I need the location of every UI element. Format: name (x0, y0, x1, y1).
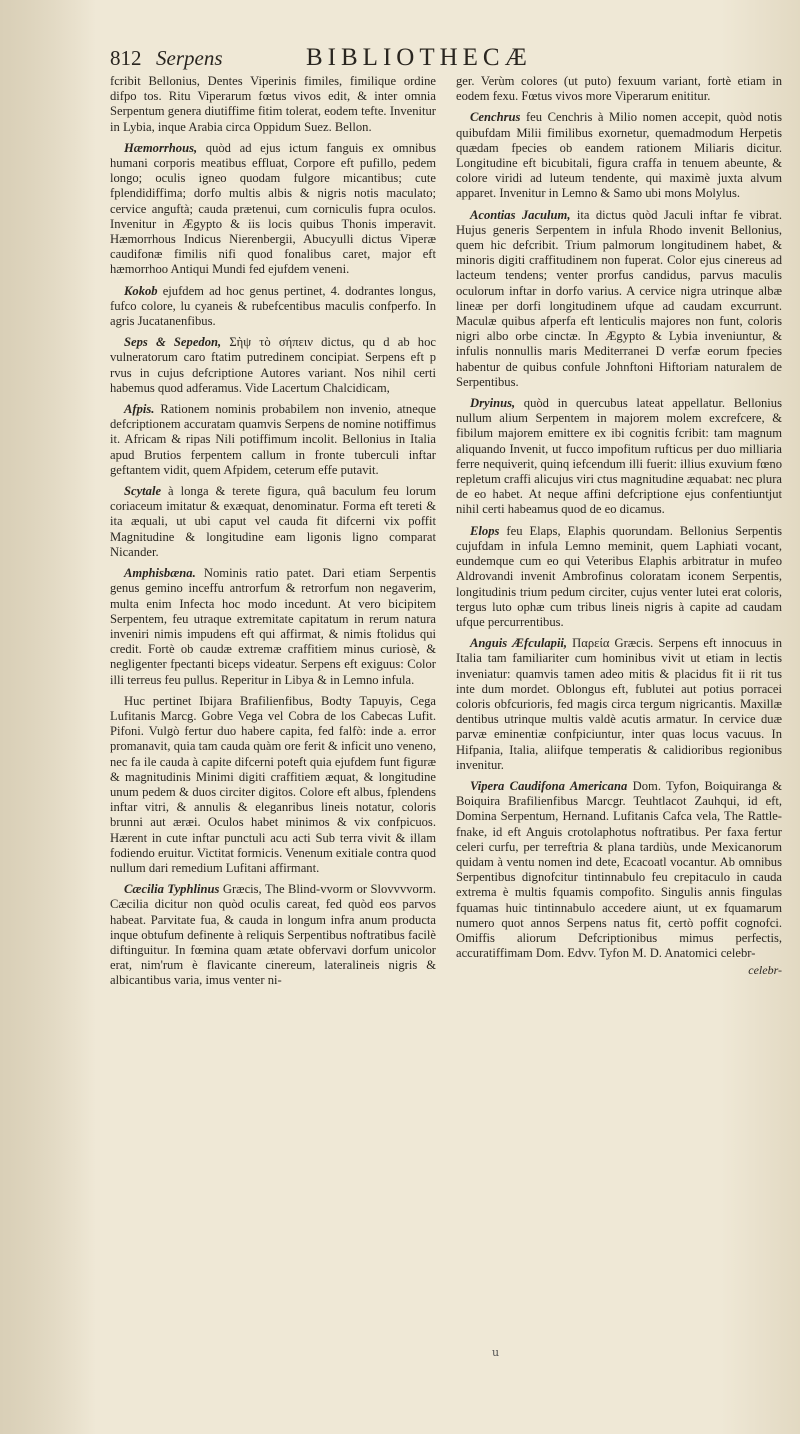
entry-text: quòd ad ejus ictum fanguis ex omnibus humani corporis meatibus effluat, Corpore eft pufillo, pedem longo; oculis igneo quodam fulgore micantibus; cute fplendidiffima; dorfo multis albis & nigris notis maculato; cervice anguftà; cauda prætenui, cum corniculis fupra oculos. Invenitur in Ægypto & iis locis quibus Thonis imperavit. Hæmorrhous Indicus Nierenbergii, Abucyulli dictus Viperæ caudifonæ fimilis nifi quod fonalibus caret, major eft hæmorrhoo Antiqui Mundi fed ejufdem veneni. (110, 140, 436, 277)
entry-text: ita dictus quòd Jaculi inftar fe vibrat. Hujus generis Serpentem in infula Rhodo invenit Bellonius, quem hic defcribit. Trium palmorum longitudinem habet, & minoris digiti craffitudinem non fuperat. Color ejus cinereus ad lacteum tendens; venter prorfus candidus, parvus maculis oculorum inftar in dorfo varius. A cervice nigra utrinque albæ lineæ per dorfi longitudinem ufque ad caudam excurrunt. Maculæ quibus afperfa eft lenticulis majores non funt, coloris nigri albo orbe cinctæ. In Ægypto & Lybia inveniuntur, & infulis nonnullis maris Mediterranei D verfæ eorum fpecies habentur de quibus confule Johnftoni Hiftoriam naturalem de Serpentibus. (456, 207, 783, 389)
entry-lemma: Elops (470, 523, 500, 538)
text-entry (110, 566, 436, 688)
entry-lemma: Vipera Caudifona Americana (470, 778, 628, 793)
entry-lemma: Kokob (124, 283, 158, 298)
page-number: 812 (110, 46, 142, 70)
entry-text: Παρεία Græcis. Serpens eft innocuus in Italia tam familiariter cum hominibus vivit ut etiam in lectis inveniatur: quamvis tamen adeo mitis & placidus fit ii rit tus inte dum mordet. Oblongus eft, fublutei aut potius porracei coloris obfcurioris, fed magis circa tergum nigricantis. Maxillæ dentibus utrinque multis valdè acutis armatur. In cervice duæ parvæ eminentiæ confpiciuntur, inter quas locus vacuus. In Hifpania, Italia, aliifque temperatis & calidioribus regionibus invenitur. (456, 636, 783, 772)
text-entry (456, 524, 782, 630)
page-header (110, 44, 782, 70)
text-entry (456, 779, 782, 961)
gutter-shadow (0, 0, 96, 1434)
text-entry (456, 74, 782, 104)
entry-lemma: Cenchrus (470, 110, 521, 125)
entry-text: Græcis, The Blind-vvorm or Slovvvvorm. Cæcilia dicitur non quòd oculis careat, fed quòd eos parvos habeat. Parvitate fua, & cauda in longum infra anum producta inque obtufum definente à reliquis Serpentibus noftratibus facilè diftinguitur. In fœmina quam ætate obfervavi dorfum unicolor erat, nim'rum è flavicante cinereum, lateralineis nigris & albicantibus varia, imus venter ni- (110, 882, 436, 988)
entry-lemma: Seps & Sepedon, (124, 335, 222, 350)
entry-lemma: Anguis Æfculapii, (470, 636, 568, 651)
entry-text: ger. Verùm colores (ut puto) fexuum variant, fortè etiam in eodem fexu. Fœtus vivos more Viperarum enititur. (456, 74, 782, 104)
entry-text: Dom. Tyfon, Boiquiranga & Boiquira Brafilienfibus Marcgr. Teuhtlacot Zauhqui, id eft, Domina Serpentum, Hernand. Lufitanis Cafca vela, The Rattle-fnake, id eft Anguis crotolaphotus noftratibus. Per faxa fertur celeri curfu, per terreftria & plana tardiùs, unde Mexicanorum quidam à ventu nomen ind dete, Ecacoatl vocantur. Ab omnibus Serpentibus dignofcitur tintinnabulo feu crepitaculo in cauda extrema è multis fquamis compofito. Singulis annis fingulas fquamas huic tintinnabulo accedere aiunt, ut ex fquamarum numero quot annos Serpens natus fit, certò poffit cognofci. Omiffis aliorum Defcriptionibus mimus perfectis, accuratiffimam Dom. Edvv. Tyfon M. D. Anatomici celebr- (456, 778, 782, 961)
entry-text: Huc pertinet Ibijara Brafilienfibus, Bodty Tapuyis, Cega Lufitanis Marcg. Gobre Vega vel Cobra de los Cabecas Lufit. Pifoni. Vulgò fertur duo habere capita, fed falfò: inde a. error promanavit, quia tam cauda quàm ore ferit & inficit uno veneno, nec fa ile cauda à capite difcerni poteft quia ejufdem funt figuræ & magnitudinis Minimi digiti craffitiem æquat, & longitudine unum pedem & duos circiter digitos. Colore eft albus, fplendens inftar vitri, & annulis & eleganribus lineis notatur, coloris brunni aut æræi. Oculos habet minimos & vix confpicuos. Hærent in cute inftar punctuli acu acti Sub terra vivit & illam fodiendo eruitur. Victitat formicis. Venenum exitiale contra quod nullum dari remedium Lufitani affirmant. (110, 693, 436, 875)
entry-text: Rationem nominis probabilem non invenio, atneque defcriptionem accuratam quamvis Serpens de nomine notiffimus it. Africam & ripas Nili potiffimum incolit. Bellonius in Italia apud Brutios ferpentem callum in fronte tuberculi inftar geftantem vidit, quem Afpidem, ceterum effe putavit. (110, 402, 436, 477)
entry-text: Σὴψ τὸ σήπειν dictus, qu d ab hoc vulneratorum caro ftatim putredinem concipiat. Serpens eft p rvus in cujus defcriptione Autores variant. Nos nihil certi habemus quod adferamus. Vide Lacertum Chalcidicam, (110, 335, 436, 395)
catchword: celebr- (748, 963, 782, 978)
right-column (456, 74, 782, 995)
text-entry (110, 402, 436, 478)
text-entry (456, 636, 782, 773)
text-columns (110, 74, 782, 995)
text-entry (110, 882, 436, 988)
entry-lemma: Cæcilia Typhlinus (124, 882, 220, 897)
book-title: BIBLIOTHECÆ (306, 44, 532, 71)
footer-mark: u (492, 1346, 500, 1359)
running-title: Serpens (156, 46, 223, 70)
text-entry (110, 141, 436, 278)
text-entry (110, 74, 436, 135)
entry-lemma: Hæmorrhous, (124, 140, 198, 155)
entry-text: ejufdem ad hoc genus pertinet, 4. dodrantes longus, fufco colore, lu cyaneis & rubefcentibus maculis confperfo. In agris Jucatanenfibus. (110, 283, 436, 329)
entry-lemma: Dryinus, (470, 396, 516, 411)
text-entry (110, 335, 436, 396)
entry-text: Nominis ratio patet. Dari etiam Serpentis genus gemino inceffu antrorfum & retrorfum non negaverim, multa enim Infecta hoc modo incedunt. At vero bicipitem Serpentem, feu utraque extremitate capitatum in rerum natura inveniri nimis impudens eft qui affirmat, & nimis ftolidus qui credit. Fortè ob caudæ extremæ craffitiem minus curiosè, & negligenter fpectanti biceps videatur. Serpens eft exiguus: Color illi terreus feu pullus. Reperitur in Libya & in Lemno infula. (110, 566, 436, 687)
entry-text: feu Cenchris à Milio nomen accepit, quòd notis quibufdam Milii fimilibus exornetur, quemadmodum Herpetis quædam fpecies ob eandem rationem Miliaris dicitur. Longitudine eft bicubitali, figura craffa in tenuem abeunte, & colore viridi ad luteum tendente, qui maximè juxta alvum apparet. Invenitur in Lemno & Samo ubi mons Molylus. (456, 110, 782, 201)
entry-lemma: Acontias Jaculum, (470, 207, 571, 222)
entry-lemma: Afpis. (124, 402, 155, 417)
text-entry (456, 208, 782, 390)
text-entry (456, 396, 782, 518)
text-entry (110, 284, 436, 330)
entry-text: quòd in quercubus lateat appellatur. Bellonius nullum alium Serpentem in majorem molem excrefcere, & fibilum majorem emittere ex ibi cognitis fcribit: tam magnum aliquando Invenit, ut fucco impofitum rufticus per duo milliaria ferre nequiverit, quinq iefcendum illi fuerit: illius exuvium fœno repletum craffi alicujus viri ctus magnitudine æquabat: nec plura de eo habet. At neque affini defcriptione ejus confentiuntjut nihil certi habeamus quod de eo dicamus. (456, 396, 782, 517)
text-entry (110, 694, 436, 876)
entry-lemma: Amphisbæna. (124, 566, 196, 581)
text-entry (456, 110, 782, 201)
entry-text: fcribit Bellonius, Dentes Viperinis fimiles, fimilique ordine difpo tos. Ritu Viperarum fœtus vivos edit, & inter omnia Serpentum genera diutiffime fitim tolerat, eodem tefte. Invenitur in Lybia, inque Arabia circa Oppidum Suez. Bellon. (110, 74, 436, 134)
left-column (110, 74, 436, 995)
entry-text: à longa & terete figura, quâ baculum feu lorum coriaceum imitatur & exæquat, denominatur. Forma eft tereti & ita æquali, ut ubi caput vel cauda fit difcerni vix poffit Magnitudine & longitudine eam ligonis ligno comparat Nicander. (110, 484, 436, 559)
text-entry (110, 484, 436, 560)
entry-text: feu Elaps, Elaphis quorundam. Bellonius Serpentis cujufdam in infula Lemno meminit, quem Laphiati vocant, eundemque cum eo qui Veteribus Elaphis arbitratur in mufeo Aldrovandi invenit Ambrofinus coloratam iconem Serpentis, longitudinis trium pedum circiter, cujus venter lutei erat coloris, tergus luto ophæ cum tribus lineis nigris à capite ad caudam ufque percurrentibus. (456, 523, 782, 629)
entry-lemma: Scytale (124, 484, 162, 499)
